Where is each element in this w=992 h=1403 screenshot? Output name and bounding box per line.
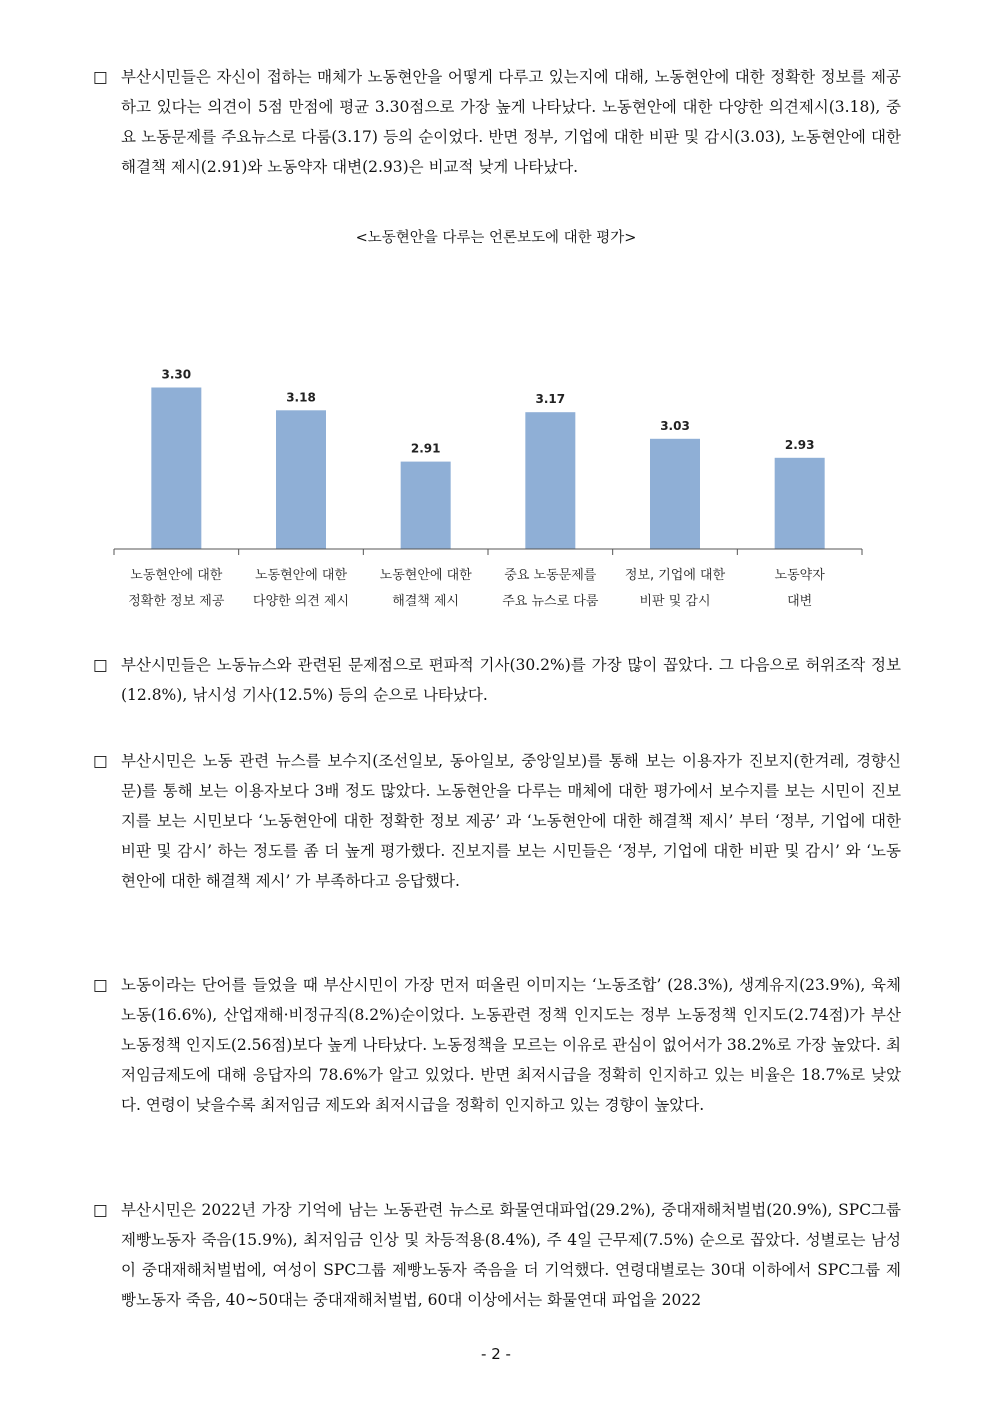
category-label-4-line-2: 주요 뉴스로 다룸 xyxy=(502,594,599,609)
paragraph-text: 노동이라는 단어를 들었을 때 부산시민이 가장 먼저 떠올린 이미지는 ‘노동조합’ (28.3%), 생계유지(23.9%), 육체노동(16.6%), 산업재해·비정규직(8.2%)순이었다. 노동관련 정책 인지도는 정부 노동정책 인지도(2.74점)가 부산 노동정책 인지도(2.56점)보다 높게 나타났다. 노동정책을 모르는 이유로 관심이 없어서가 38.2%로 가장 높았다. 최저임금제도에 대해 응답자의 78.6%가 알고 있었다. 반면 최저시급을 정확히 인지하고 있는 비율은 18.7%로 낮았다. 연령이 낮을수록 최저임금 제도와 최저시급을 정확히 인지하고 있는 경향이 높았다. xyxy=(121,976,901,1114)
paragraph-1 xyxy=(93,62,901,182)
paragraph-text: 부산시민은 노동 관련 뉴스를 보수지(조선일보, 동아일보, 중앙일보)를 통해 보는 이용자가 진보지(한겨레, 경향신문)를 통해 보는 이용자보다 3배 정도 많았다. 노동현안을 다루는 매체에 대한 평가에서 보수지를 보는 시민이 진보지를 보는 시민보다 ‘노동현안에 대한 정확한 정보 제공’ 과 ‘노동현안에 대한 해결책 제시’ 부터 ‘정부, 기업에 대한 비판 및 감시’ 하는 정도를 좀 더 높게 평가했다. 진보지를 보는 시민들은 ‘정부, 기업에 대한 비판 및 감시’ 와 ‘노동현안에 대한 해결책 제시’ 가 부족하다고 응답했다. xyxy=(121,752,901,890)
paragraph-text: 부산시민은 2022년 가장 기억에 남는 노동관련 뉴스로 화물연대파업(29.2%), 중대재해처벌법(20.9%), SPC그룹 제빵노동자 죽음(15.9%), 최저임금 인상 및 차등적용(8.4%), 주 4일 근무제(7.5%) 순으로 꼽았다. 성별로는 남성이 중대재해처벌법에, 여성이 SPC그룹 제빵노동자 죽음을 더 기억했다. 연령대별로는 30대 이하에서 SPC그룹 제빵노동자 죽음, 40~50대는 중대재해처벌법, 60대 이상에서는 화물연대 파업을 2022 xyxy=(121,1201,901,1309)
bullet-box: □ xyxy=(93,976,108,994)
chart-caption: <노동현안을 다루는 언론보도에 대한 평가> xyxy=(355,230,637,246)
category-label-3-line-2: 해결책 제시 xyxy=(392,594,460,609)
bullet-box: □ xyxy=(93,752,108,770)
bar-3 xyxy=(401,462,451,549)
paragraph-4 xyxy=(93,970,901,1120)
data-label-3: 2.91 xyxy=(410,441,441,456)
bar-6 xyxy=(775,458,825,549)
page-number: - 2 - xyxy=(481,1345,511,1363)
paragraph-3 xyxy=(93,746,901,896)
bar-2 xyxy=(276,410,326,549)
paragraph-text: 부산시민들은 자신이 접하는 매체가 노동현안을 어떻게 다루고 있는지에 대해, 노동현안에 대한 정확한 정보를 제공하고 있다는 의견이 5점 만점에 평균 3.30점으로 가장 높게 나타났다. 노동현안에 대한 다양한 의견제시(3.18), 중요 노동문제를 주요뉴스로 다룸(3.17) 등의 순이었다. 반면 정부, 기업에 대한 비판 및 감시(3.03), 노동현안에 대한 해결책 제시(2.91)와 노동약자 대변(2.93)은 비교적 낮게 나타났다. xyxy=(121,68,901,176)
data-label-2: 3.18 xyxy=(286,390,316,405)
category-label-5-line-1: 정보, 기업에 대한 xyxy=(624,568,726,583)
data-label-6: 2.93 xyxy=(784,437,815,452)
bullet-box: □ xyxy=(93,1201,108,1219)
category-label-6-line-1: 노동약자 xyxy=(774,568,825,583)
category-label-5-line-2: 비판 및 감시 xyxy=(639,594,711,609)
paragraph-2 xyxy=(93,650,901,710)
bullet-box: □ xyxy=(93,656,108,674)
data-label-5: 3.03 xyxy=(660,418,690,433)
category-label-6-line-2: 대변 xyxy=(787,594,813,609)
category-label-2-line-1: 노동현안에 대한 xyxy=(254,568,348,583)
paragraph-5 xyxy=(93,1195,901,1315)
category-label-1-line-1: 노동현안에 대한 xyxy=(130,568,223,583)
bar-5 xyxy=(650,439,700,549)
bar-chart xyxy=(100,340,880,630)
category-label-2-line-2: 다양한 의견 제시 xyxy=(252,594,350,609)
paragraph-text: 부산시민들은 노동뉴스와 관련된 문제점으로 편파적 기사(30.2%)를 가장 많이 꼽았다. 그 다음으로 허위조작 정보(12.8%), 낚시성 기사(12.5%) 등의 순으로 나타났다. xyxy=(121,656,901,704)
data-label-1: 3.30 xyxy=(161,367,192,382)
bar-1 xyxy=(151,388,201,550)
category-label-1-line-2: 정확한 정보 제공 xyxy=(128,594,225,609)
category-label-4-line-1: 중요 노동문제를 xyxy=(504,568,597,583)
category-label-3-line-1: 노동현안에 대한 xyxy=(379,568,472,583)
bar-4 xyxy=(525,412,575,549)
data-label-4: 3.17 xyxy=(535,392,566,407)
bullet-box: □ xyxy=(93,68,108,86)
